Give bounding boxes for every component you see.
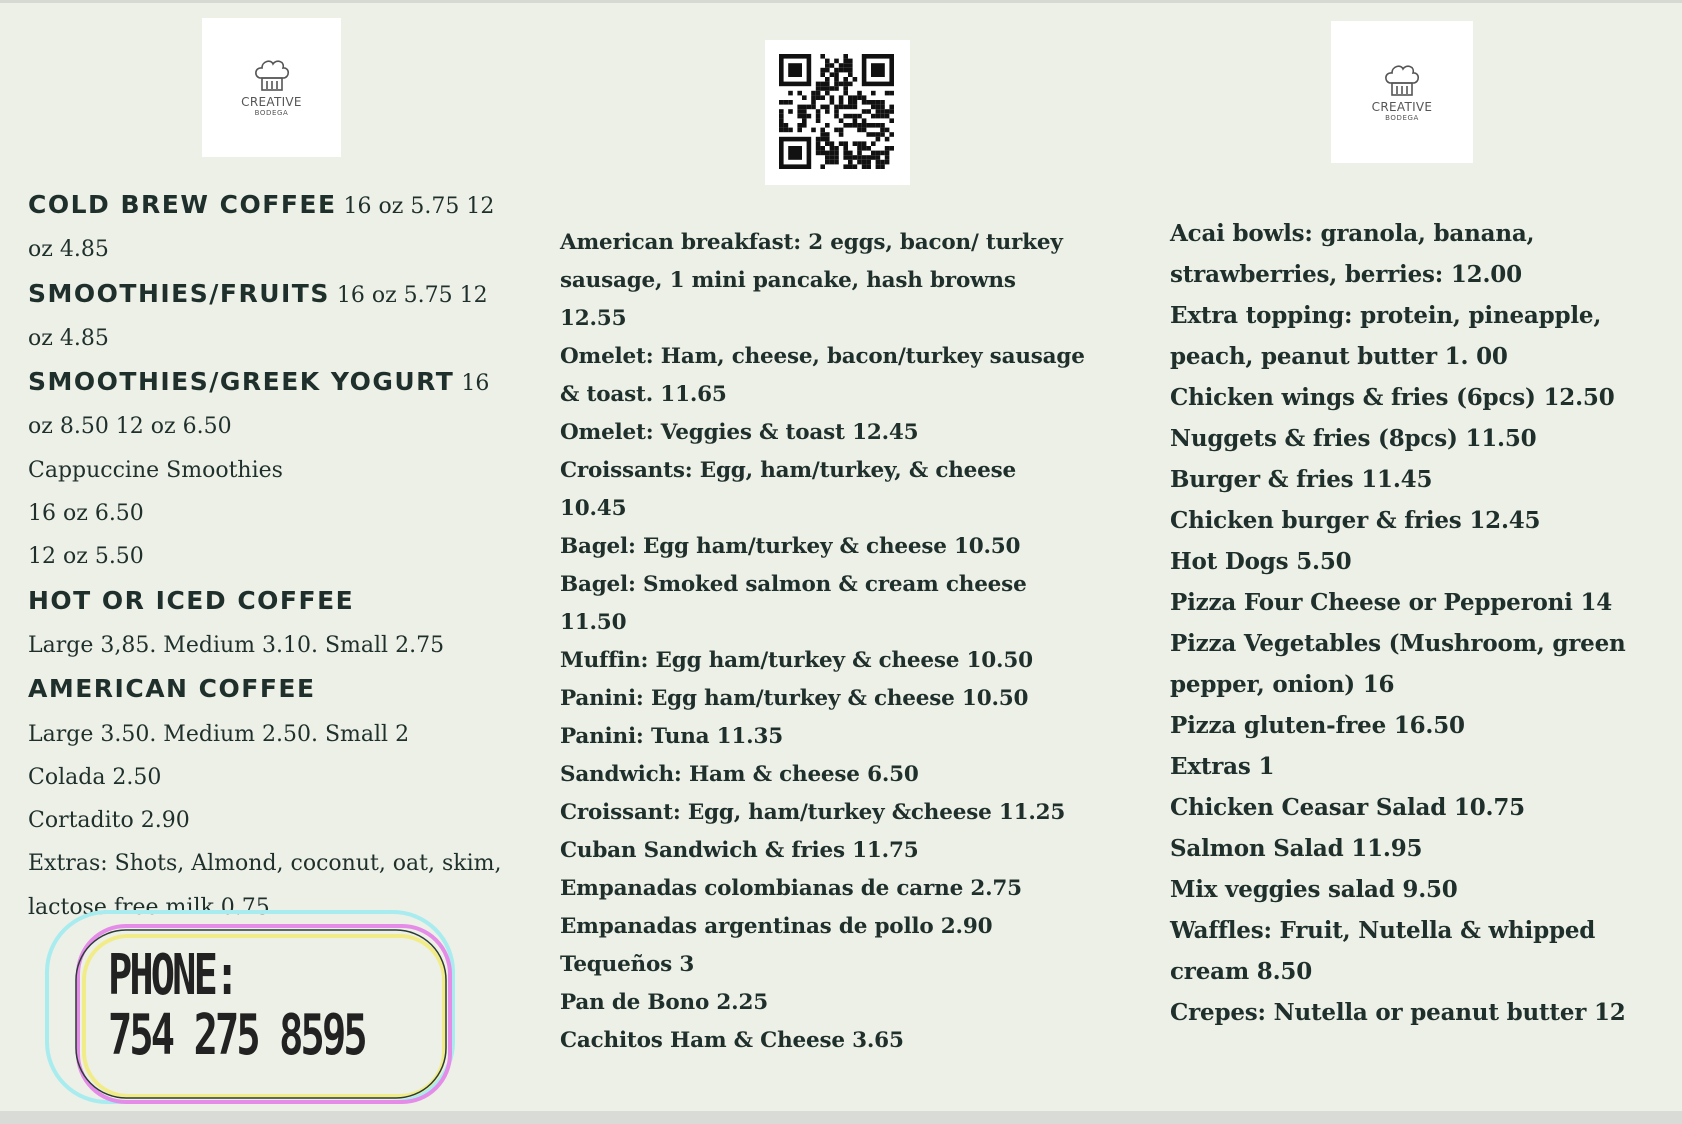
- menu-heading: SMOOTHIES/GREEK YOGURT: [28, 367, 455, 397]
- menu-item: Tequeños 3: [560, 952, 695, 977]
- logo-left: [202, 18, 341, 157]
- menu-text: lactose free milk 0.75: [28, 894, 270, 920]
- menu-item: Waffles: Fruit, Nutella & whipped: [1170, 917, 1596, 944]
- logo-right: [1331, 21, 1473, 163]
- logo-subname: BODEGA: [254, 109, 289, 117]
- menu-item: Panini: Tuna 11.35: [560, 724, 783, 749]
- menu-line: [28, 405, 508, 448]
- logo-name: CREATIVE: [1371, 99, 1433, 114]
- menu-line: [28, 579, 508, 624]
- menu-heading: HOT OR ICED COFFEE: [28, 585, 355, 615]
- menu-line: [28, 842, 508, 885]
- menu-line: [28, 535, 508, 578]
- menu-item: Croissants: Egg, ham/turkey, & cheese: [560, 458, 1016, 483]
- menu-line: [28, 272, 508, 317]
- menu-item: & toast. 11.65: [560, 382, 727, 407]
- logo-subname: BODEGA: [1385, 113, 1419, 122]
- bottom-border: [0, 1111, 1682, 1124]
- menu-item: Extras 1: [1170, 753, 1275, 780]
- menu-item: Crepes: Nutella or peanut butter 12: [1170, 999, 1626, 1026]
- menu-item: Empanadas colombianas de carne 2.75: [560, 876, 1022, 901]
- menu-column-meals: [1170, 213, 1670, 1033]
- menu-text: oz 4.85: [28, 237, 109, 263]
- menu-item: American breakfast: 2 eggs, bacon/ turkey: [560, 230, 1063, 255]
- menu-line: [28, 667, 508, 712]
- qr-code[interactable]: [765, 40, 910, 185]
- menu-item: strawberries, berries: 12.00: [1170, 261, 1522, 288]
- menu-heading: SMOOTHIES/FRUITS: [28, 278, 330, 308]
- menu-item: Empanadas argentinas de pollo 2.90: [560, 914, 993, 939]
- menu-item: Panini: Egg ham/turkey & cheese 10.50: [560, 686, 1029, 711]
- menu-text: Extras: Shots, Almond, coconut, oat, skim,: [28, 851, 502, 877]
- menu-item: Acai bowls: granola, banana,: [1170, 220, 1535, 247]
- menu-item: Sandwich: Ham & cheese 6.50: [560, 762, 919, 787]
- phone-label: PHONE:: [108, 943, 237, 1008]
- menu-item: Hot Dogs 5.50: [1170, 548, 1352, 575]
- menu-text: Large 3.50. Medium 2.50. Small 2: [28, 721, 410, 747]
- menu-item: Pizza Vegetables (Mushroom, green: [1170, 630, 1626, 657]
- menu-text: Large 3,85. Medium 3.10. Small 2.75: [28, 632, 445, 658]
- menu-item: Chicken burger & fries 12.45: [1170, 507, 1541, 534]
- menu-line: [28, 360, 508, 405]
- menu-text: oz 8.50 12 oz 6.50: [28, 414, 232, 440]
- menu-item: 12.55: [560, 306, 627, 331]
- menu-text: Cappuccine Smoothies: [28, 457, 283, 483]
- menu-line: [28, 449, 508, 492]
- top-border: [0, 0, 1682, 3]
- phone-text[interactable]: [108, 943, 365, 1068]
- menu-line: [28, 624, 508, 667]
- menu-text: 16 oz 5.75 12: [329, 282, 488, 308]
- menu-item: Nuggets & fries (8pcs) 11.50: [1170, 425, 1537, 452]
- menu-item: 10.45: [560, 496, 627, 521]
- menu-item: Cuban Sandwich & fries 11.75: [560, 838, 919, 863]
- menu-text: 16 oz 6.50: [28, 501, 144, 527]
- menu-text: 16 oz 5.75 12: [336, 194, 495, 219]
- menu-item: cream 8.50: [1170, 958, 1313, 985]
- menu-column-breakfast: [560, 224, 1120, 1060]
- menu-item: Pizza gluten-free 16.50: [1170, 712, 1465, 739]
- menu-text: 16: [454, 371, 490, 397]
- menu-item: Extra topping: protein, pineapple,: [1170, 302, 1602, 329]
- menu-item: pepper, onion) 16: [1170, 671, 1395, 698]
- menu-line: [28, 492, 508, 535]
- menu-line: [28, 228, 508, 271]
- menu-line: [28, 183, 508, 228]
- menu-item: Pan de Bono 2.25: [560, 990, 768, 1015]
- menu-item: Cachitos Ham & Cheese 3.65: [560, 1028, 904, 1053]
- menu-text: Cortadito 2.90: [28, 808, 190, 834]
- menu-line: [28, 799, 508, 842]
- phone-box: [44, 908, 458, 1108]
- menu-item: Bagel: Egg ham/turkey & cheese 10.50: [560, 534, 1021, 559]
- chef-hat-icon: [1382, 63, 1422, 99]
- menu-text: oz 4.85: [28, 325, 109, 351]
- menu-line: [28, 713, 508, 756]
- menu-item: Croissant: Egg, ham/turkey &cheese 11.25: [560, 800, 1066, 825]
- menu-item: Muffin: Egg ham/turkey & cheese 10.50: [560, 648, 1033, 673]
- menu-line: [28, 756, 508, 799]
- menu-item: Chicken Ceasar Salad 10.75: [1170, 794, 1525, 821]
- chef-hat-icon: [252, 58, 292, 94]
- menu-item: 11.50: [560, 610, 627, 635]
- menu-item: Salmon Salad 11.95: [1170, 835, 1423, 862]
- menu-heading: COLD BREW COFFEE: [28, 190, 337, 219]
- menu-item: Burger & fries 11.45: [1170, 466, 1433, 493]
- menu-text: 12 oz 5.50: [28, 544, 144, 570]
- menu-column-drinks: [28, 183, 508, 929]
- menu-item: peach, peanut butter 1. 00: [1170, 343, 1508, 370]
- menu-item: Omelet: Ham, cheese, bacon/turkey sausage: [560, 344, 1085, 369]
- menu-text: Colada 2.50: [28, 764, 162, 790]
- menu-item: Mix veggies salad 9.50: [1170, 876, 1458, 903]
- menu-line: [28, 317, 508, 360]
- phone-number[interactable]: 754 275 8595: [108, 1003, 365, 1068]
- menu-item: Pizza Four Cheese or Pepperoni 14: [1170, 589, 1613, 616]
- menu-item: sausage, 1 mini pancake, hash browns: [560, 268, 1016, 293]
- menu-item: Omelet: Veggies & toast 12.45: [560, 420, 919, 445]
- menu-item: Bagel: Smoked salmon & cream cheese: [560, 572, 1027, 597]
- menu-heading: AMERICAN COFFEE: [28, 674, 316, 704]
- menu-item: Chicken wings & fries (6pcs) 12.50: [1170, 384, 1615, 411]
- logo-name: CREATIVE: [241, 95, 302, 109]
